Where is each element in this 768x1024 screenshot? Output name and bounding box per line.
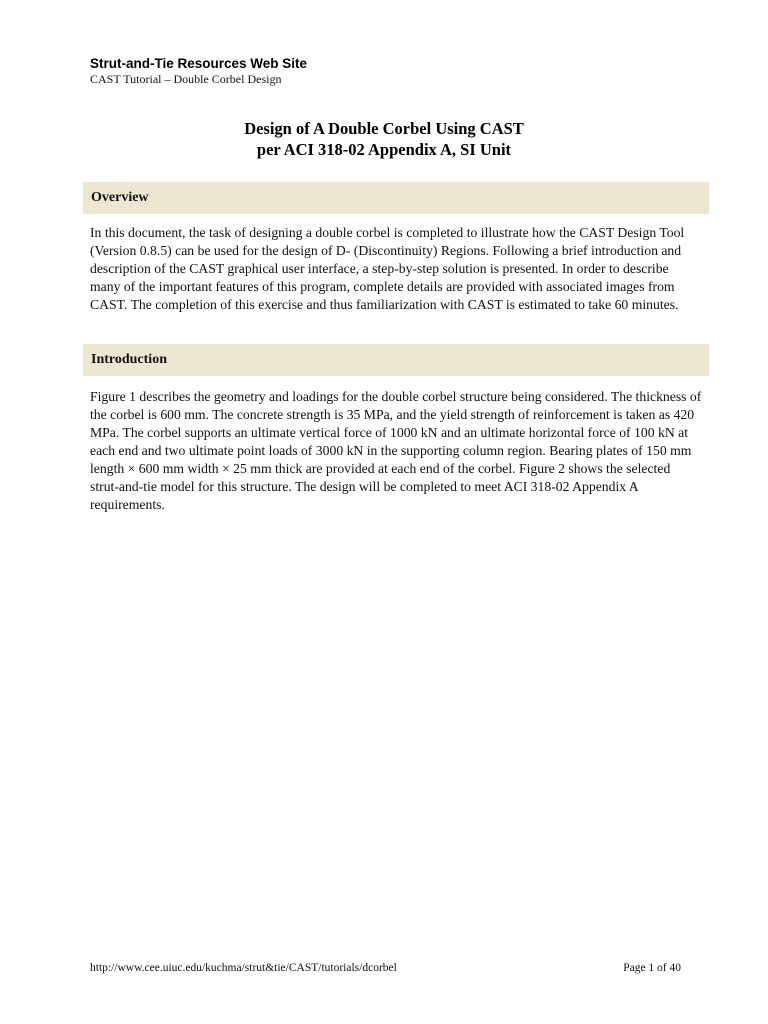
section-heading-overview: Overview — [83, 182, 709, 214]
document-title — [80, 118, 688, 160]
page-number: Page 1 of 40 — [623, 962, 681, 974]
page-header — [90, 55, 690, 87]
overview-paragraph: In this document, the task of designing a double corbel is completed to illustrate how the CAST Design Tool (Version 0.8.5) can be used for the design of D- (Discontinuity) Regions. Following a brief introduction and description of the CAST graphical user interface, a step-by-step solution is presented. In order to describe many of the important features of this program, complete details are provided with associated images from CAST. The completion of this exercise and thus familiarization with CAST is estimated to take 60 minutes. — [90, 225, 685, 312]
introduction-paragraph: Figure 1 describes the geometry and loadings for the double corbel structure being considered. The thickness of the corbel is 600 mm. The concrete strength is 35 MPa, and the yield strength of reinforcement is taken as 420 MPa. The corbel supports an ultimate vertical force of 1000 kN and an ultimate horizontal force of 100 kN at each end and two ultimate point loads of 3000 kN in the supporting column region. Bearing plates of 150 mm length × 600 mm width × 25 mm thick are provided at each end of the corbel. Figure 2 shows the selected strut-and-tie model for this structure. The design will be completed to meet ACI 318-02 Appendix A requirements. — [90, 389, 702, 512]
site-title: Strut-and-Tie Resources Web Site — [90, 56, 308, 71]
footer-url: http://www.cee.uiuc.edu/kuchma/strut&tie/CAST/tutorials/dcorbel — [90, 962, 397, 974]
section-heading-introduction: Introduction — [83, 344, 709, 376]
document-subtitle: CAST Tutorial – Double Corbel Design — [90, 72, 282, 86]
document-title-line-2: per ACI 318-02 Appendix A, SI Unit — [256, 140, 512, 159]
document-title-line-1: Design of A Double Corbel Using CAST — [244, 119, 524, 138]
